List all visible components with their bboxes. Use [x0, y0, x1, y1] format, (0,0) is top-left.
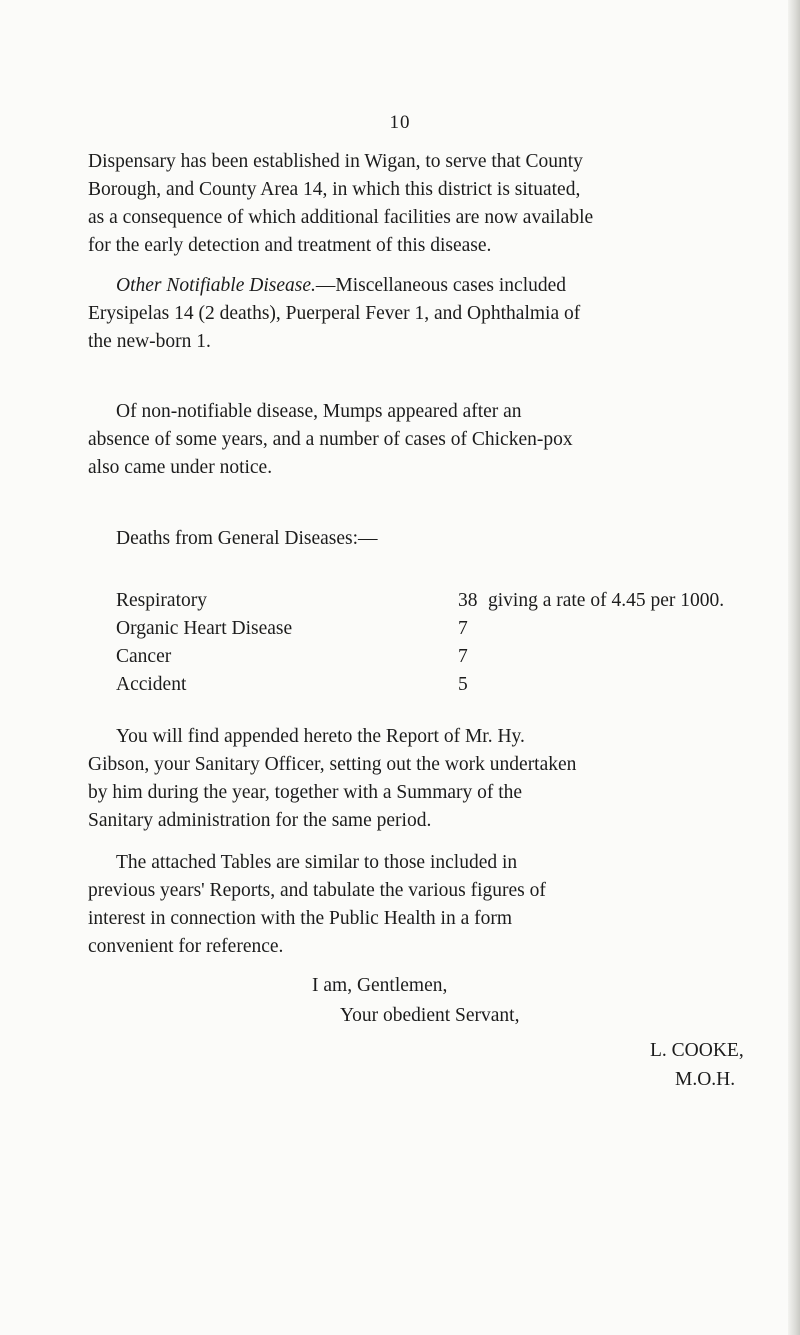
- paragraph-sanitary-report: [88, 723, 760, 835]
- closing-complimentary: Your obedient Servant,: [340, 1005, 520, 1026]
- text-line: interest in connection with the Public Health in a form: [88, 908, 513, 929]
- death-cause: Cancer: [116, 646, 172, 667]
- text-line: convenient for reference.: [88, 936, 284, 957]
- page-number: 10: [389, 112, 411, 133]
- text-line: absence of some years, and a number of cases of Chicken-pox: [88, 429, 573, 450]
- paragraph-attached-tables: [88, 849, 760, 961]
- text-line: Gibson, your Sanitary Officer, setting out the work undertaken: [88, 754, 577, 775]
- text-line: Erysipelas 14 (2 deaths), Puerperal Fever 1, and Ophthalmia of: [88, 303, 581, 324]
- death-cause: Accident: [116, 674, 187, 695]
- death-cause: Respiratory: [116, 590, 207, 611]
- signatory-title: M.O.H.: [675, 1069, 736, 1090]
- text-line: Of non-notifiable disease, Mumps appeared after an: [116, 401, 522, 422]
- text-line: for the early detection and treatment of this disease.: [88, 235, 492, 256]
- text-line: You will find appended hereto the Report of Mr. Hy.: [116, 726, 525, 747]
- signatory-name: L. COOKE,: [650, 1040, 744, 1061]
- death-count: 5: [458, 674, 468, 695]
- death-count: 38: [458, 590, 478, 611]
- text-fragment: —Miscellaneous cases included: [315, 275, 567, 296]
- text-line: [88, 272, 760, 300]
- text-line: previous years' Reports, and tabulate the various figures of: [88, 880, 546, 901]
- death-count: 7: [458, 618, 468, 639]
- text-line: also came under notice.: [88, 457, 273, 478]
- text-line: Deaths from General Diseases:—: [116, 528, 378, 549]
- text-line: by him during the year, together with a Summary of the: [88, 782, 523, 803]
- page-edge-shadow: [788, 0, 800, 1335]
- death-cause: Organic Heart Disease: [116, 618, 293, 639]
- text-line: Dispensary has been established in Wigan, to serve that County: [88, 151, 583, 172]
- text-line: Sanitary administration for the same period.: [88, 810, 432, 831]
- paragraph-dispensary: [88, 148, 760, 260]
- text-line: Borough, and County Area 14, in which this district is situated,: [88, 179, 581, 200]
- deaths-heading: [88, 525, 760, 553]
- death-count: 7: [458, 646, 468, 667]
- closing-salutation: I am, Gentlemen,: [312, 975, 448, 996]
- section-heading: Other Notifiable Disease.: [116, 275, 316, 296]
- text-line: as a consequence of which additional facilities are now available: [88, 207, 594, 228]
- death-note: giving a rate of 4.45 per 1000.: [488, 590, 725, 611]
- paragraph-non-notifiable: [88, 398, 760, 482]
- text-line: the new-born 1.: [88, 331, 211, 352]
- paragraph-other-notifiable: [88, 272, 760, 356]
- text-line: The attached Tables are similar to those included in: [116, 852, 518, 873]
